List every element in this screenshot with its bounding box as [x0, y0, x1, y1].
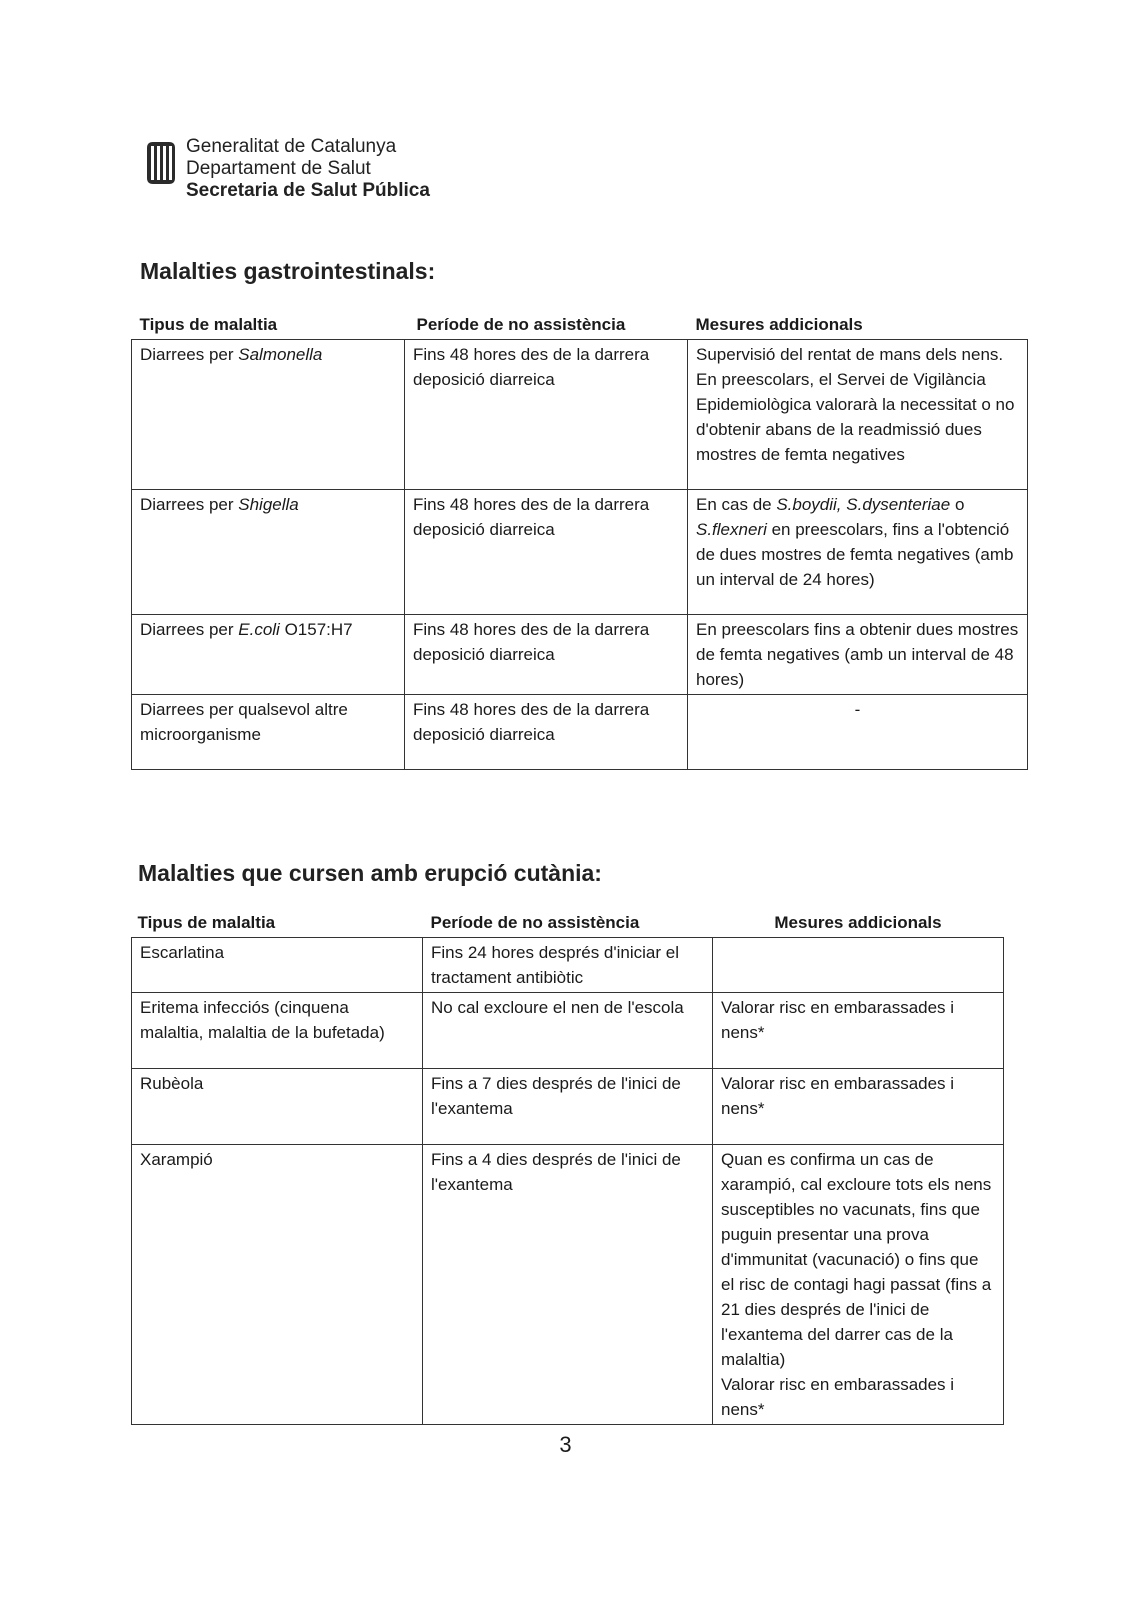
column-header-disease: Tipus de malaltia — [137, 913, 276, 932]
table-row — [132, 340, 1028, 490]
table-row — [132, 695, 1028, 770]
disease-cell: Xarampió — [132, 1145, 423, 1425]
table-row — [132, 993, 1004, 1069]
disease-cell: Eritema infecciós (cinquena malaltia, malaltia de la bufetada) — [132, 993, 423, 1069]
disease-cell: Diarrees per E.coli O157:H7 — [132, 615, 405, 695]
period-cell: Fins 24 hores després d'iniciar el tractament antibiòtic — [423, 938, 713, 993]
measures-cell: Valorar risc en embarassades i nens* — [713, 993, 1004, 1069]
table-row — [132, 615, 1028, 695]
period-cell: No cal excloure el nen de l'escola — [423, 993, 713, 1069]
header-department: Departament de Salut — [186, 158, 371, 179]
disease-cell: Escarlatina — [132, 938, 423, 993]
rash-diseases-table — [131, 911, 1004, 1425]
section-title-gastrointestinal: Malalties gastrointestinals: — [140, 258, 436, 284]
header-secretariat: Secretaria de Salut Pública — [186, 180, 430, 201]
table-header-row — [132, 313, 1028, 340]
column-header-period: Període de no assistència — [430, 913, 640, 932]
column-header-period: Període de no assistència — [416, 315, 626, 334]
header-org: Generalitat de Catalunya — [186, 136, 397, 157]
measures-cell — [713, 1145, 1004, 1425]
disease-cell: Diarrees per Shigella — [132, 490, 405, 615]
measures-cell: Supervisió del rentat de mans dels nens. En preescolars, el Servei de Vigilància Epidemiològica valorarà la necessitat o no d'obtenir abans de la readmissió dues mostres de femta negatives — [688, 340, 1028, 490]
disease-cell: Diarrees per qualsevol altre microorganisme — [132, 695, 405, 770]
period-cell: Fins 48 hores des de la darrera deposició diarreica — [405, 490, 688, 615]
measures-cell: En cas de S.boydii, S.dysenteriae o S.flexneri en preescolars, fins a l'obtenció de dues mostres de femta negatives (amb un interval de 24 hores) — [688, 490, 1028, 615]
measures-extra-text: Valorar risc en embarassades i nens* — [721, 1375, 955, 1419]
document-header — [144, 136, 430, 202]
gastrointestinal-table — [131, 313, 1028, 770]
measures-text: Quan es confirma un cas de xarampió, cal excloure tots els nens susceptibles no vacunats, fins que puguin presentar una prova d'immunitat (vacunació) o fins que el risc de contagi hagi passat (fins a 21 dies després de l'inici de l'exantema del darrer cas de la malaltia) — [721, 1150, 992, 1369]
column-header-measures: Mesures addicionals — [695, 315, 863, 334]
period-cell: Fins a 7 dies després de l'inici de l'exantema — [423, 1069, 713, 1145]
table-header-row — [132, 911, 1004, 938]
period-cell: Fins 48 hores des de la darrera deposició diarreica — [405, 695, 688, 770]
generalitat-logo-icon — [144, 140, 178, 186]
period-cell: Fins a 4 dies després de l'inici de l'exantema — [423, 1145, 713, 1425]
measures-cell: - — [688, 695, 1028, 770]
measures-cell — [713, 938, 1004, 993]
disease-cell: Diarrees per Salmonella — [132, 340, 405, 490]
measures-cell: Valorar risc en embarassades i nens* — [713, 1069, 1004, 1145]
section-title-rash: Malalties que cursen amb erupció cutània: — [138, 860, 602, 886]
measures-cell: En preescolars fins a obtenir dues mostres de femta negatives (amb un interval de 48 hores) — [688, 615, 1028, 695]
disease-cell: Rubèola — [132, 1069, 423, 1145]
period-cell: Fins 48 hores des de la darrera deposició diarreica — [405, 340, 688, 490]
column-header-measures: Mesures addicionals — [774, 913, 942, 932]
table-row — [132, 490, 1028, 615]
table-row — [132, 938, 1004, 993]
column-header-disease: Tipus de malaltia — [139, 315, 278, 334]
period-cell: Fins 48 hores des de la darrera deposició diarreica — [405, 615, 688, 695]
table-row — [132, 1145, 1004, 1425]
page-number: 3 — [559, 1432, 572, 1457]
table-row — [132, 1069, 1004, 1145]
